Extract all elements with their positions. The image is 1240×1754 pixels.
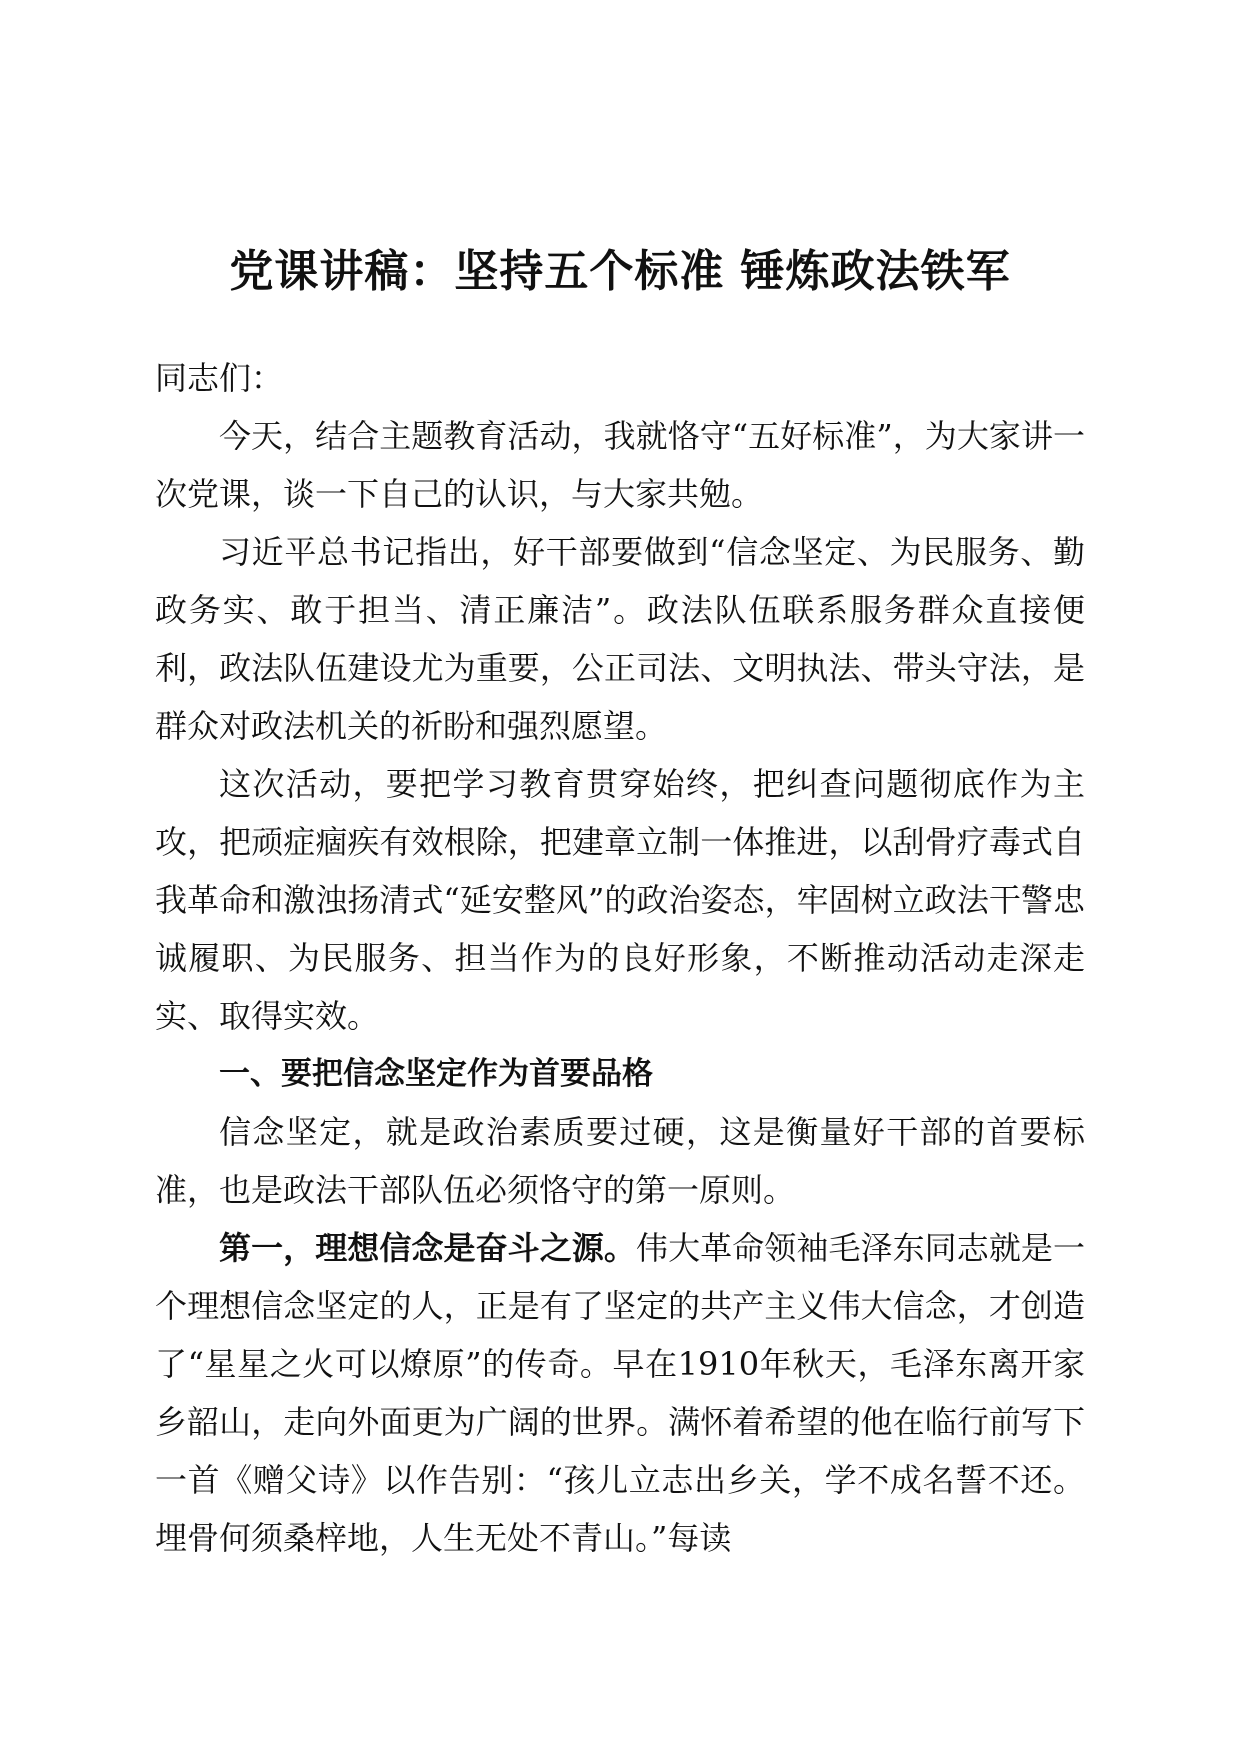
salutation: 同志们： xyxy=(155,359,284,397)
section-heading: 一、要把信念坚定作为首要品格 xyxy=(219,1056,653,1092)
document-body xyxy=(155,349,1085,1567)
point-one-lead: 第一，理想信念是奋斗之源。 xyxy=(219,1229,636,1267)
paragraph-quote: 习近平总书记指出，好干部要做到“信念坚定、为民服务、勤政务实、敢于担当、清正廉洁”。政法队伍联系服务群众直接便利，政法队伍建设尤为重要，公正司法、文明执法、带头守法，是群众对政法机关的祈盼和强烈愿望。 xyxy=(155,533,1085,745)
point-one-text: 伟大革命领袖毛泽东同志就是一个理想信念坚定的人，正是有了坚定的共产主义伟大信念，才创造了“星星之火可以燎原”的传奇。早在1910年秋天，毛泽东离开家乡韶山，走向外面更为广阔的世界。满怀着希望的他在临行前写下一首《赠父诗》以作告别：“孩儿立志出乡关，学不成名誓不还。埋骨何须桑梓地，人生无处不青山。”每读 xyxy=(155,1229,1085,1557)
paragraph-intro: 今天，结合主题教育活动，我就恪守“五好标准”，为大家讲一次党课，谈一下自己的认识，与大家共勉。 xyxy=(155,417,1085,513)
document-title: 党课讲稿：坚持五个标准 锤炼政法铁军 xyxy=(229,246,1011,297)
paragraph-activity: 这次活动，要把学习教育贯穿始终，把纠查问题彻底作为主攻，把顽症痼疾有效根除，把建章立制一体推进，以刮骨疗毒式自我革命和激浊扬清式“延安整风”的政治姿态，牢固树立政法干警忠诚履职、为民服务、担当作为的良好形象，不断推动活动走深走实、取得实效。 xyxy=(155,765,1085,1035)
point-one-paragraph xyxy=(155,1219,1085,1567)
section-paragraph: 信念坚定，就是政治素质要过硬，这是衡量好干部的首要标准，也是政法干部队伍必须恪守的第一原则。 xyxy=(155,1113,1085,1209)
